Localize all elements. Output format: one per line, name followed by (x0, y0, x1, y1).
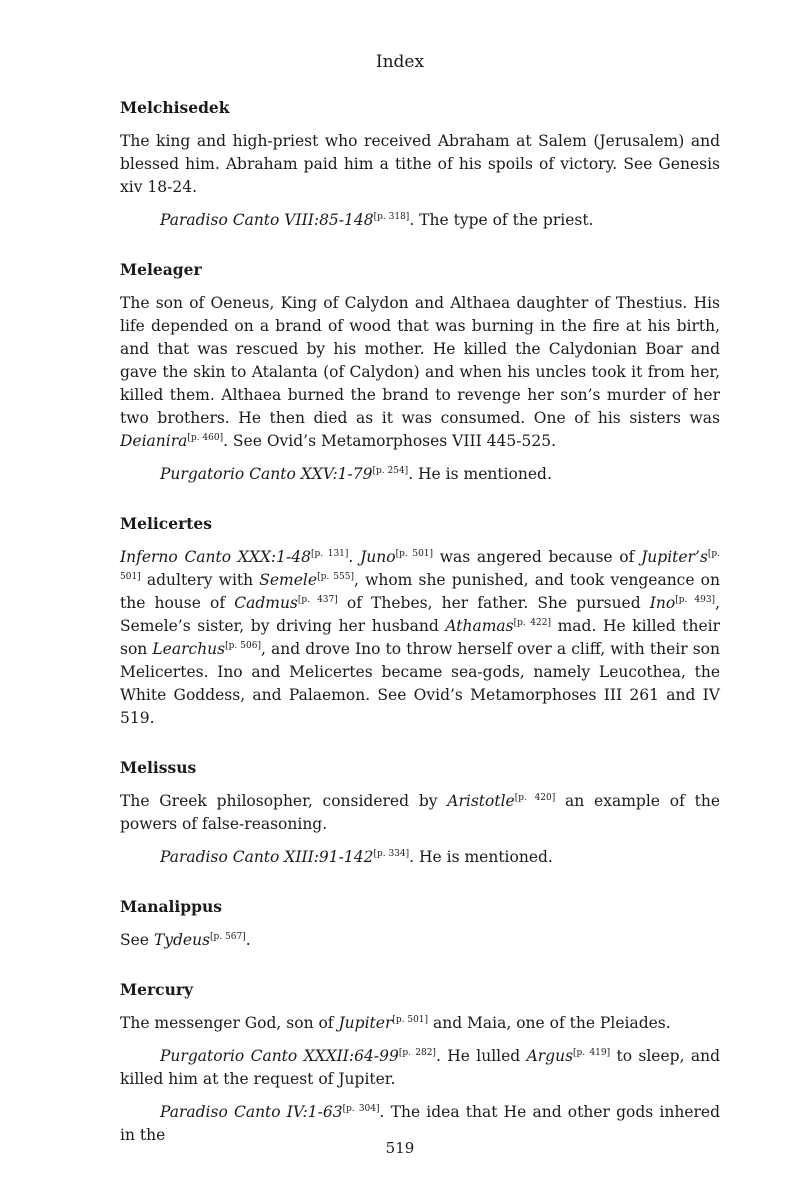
entry-description: See Tydeus[p. 567]. (120, 931, 251, 949)
canto-link[interactable]: Inferno Canto XXX:1-48[p. 131] (120, 548, 349, 566)
cross-ref-link[interactable]: Deianira[p. 460] (120, 432, 224, 450)
entry-description: The Greek philosopher, considered by Aristotle[p. 420] an example of the powers of false-reasoning. (120, 792, 720, 833)
entry-heading: Mercury (120, 980, 194, 999)
cross-ref-link[interactable]: Aristotle[p. 420] (447, 792, 556, 810)
entry-heading: Melissus (120, 758, 197, 777)
entry-description: The messenger God, son of Jupiter[p. 501] and Maia, one of the Pleiades. (120, 1014, 671, 1032)
canto-reference: Purgatorio Canto XXV:1-79[p. 254]. He is mentioned. (160, 465, 552, 483)
canto-link[interactable]: Paradiso Canto XIII:91-142[p. 334] (160, 848, 410, 866)
canto-reference: Purgatorio Canto XXXII:64-99[p. 282]. He lulled Argus[p. 419] to sleep, and killed him at the request of Jupiter. (120, 1047, 720, 1088)
index-content (120, 98, 720, 1175)
entry-description: The son of Oeneus, King of Calydon and Althaea daughter of Thestius. His life depended on a brand of wood that was burning in the fire at his birth, and that was rescued by his mother. He killed the Calydonian Boar and gave the skin to Atalanta (of Calydon) and when his uncles took it from her, killed them. Althaea burned the brand to revenge her son’s murder of her two brothers. He then died as it was consumed. One of his sisters was Deianira[p. 460]. See Ovid’s Metamorphoses VIII 445-525. (120, 294, 720, 450)
cross-ref-link[interactable]: Juno[p. 501] (360, 548, 434, 566)
entry-melchisedek (120, 98, 720, 232)
entry-heading: Manalippus (120, 897, 222, 916)
page-number: 519 (385, 1139, 415, 1157)
cross-ref-link[interactable]: Athamas[p. 422] (445, 617, 551, 635)
running-head: Index (375, 52, 425, 72)
cross-ref-link[interactable]: Ino[p. 493] (649, 594, 716, 612)
entry-heading: Melchisedek (120, 98, 230, 117)
cross-ref-link[interactable]: Cadmus[p. 437] (234, 594, 338, 612)
cross-ref-link[interactable]: Argus[p. 419] (526, 1047, 611, 1065)
cross-ref-link[interactable]: Learchus[p. 506] (152, 640, 261, 658)
cross-ref-link[interactable]: Tydeus[p. 567] (153, 931, 246, 949)
canto-link[interactable]: Purgatorio Canto XXXII:64-99[p. 282] (160, 1047, 436, 1065)
entry-heading: Melicertes (120, 514, 213, 533)
entry-melicertes (120, 514, 720, 730)
canto-reference: Paradiso Canto XIII:91-142[p. 334]. He is mentioned. (160, 848, 553, 866)
cross-ref-link[interactable]: Semele[p. 555] (259, 571, 354, 589)
entry-description: Inferno Canto XXX:1-48[p. 131]. Juno[p. 501] was angered because of Jupiter’s[p. 501] adultery with Semele[p. 555], whom she punished, and took vengeance on the house of Cadmus[p. 437] of Thebes, her father. She pursued Ino[p. 493], Semele’s sister, by driving her husband Athamas[p. 422] mad. He killed their son Learchus[p. 506], and drove Ino to throw herself over a cliff, with their son Melicertes. Ino and Melicertes became sea-gods, namely Leucothea, the White Goddess, and Palaemon. See Ovid’s Metamorphoses III 261 and IV 519. (120, 548, 721, 727)
entry-manalippus (120, 897, 720, 952)
canto-link[interactable]: Purgatorio Canto XXV:1-79[p. 254] (160, 465, 409, 483)
entry-heading: Meleager (120, 260, 202, 279)
cross-ref-link[interactable]: Jupiter’s[p. 501] (120, 548, 720, 582)
cross-ref-link[interactable]: Jupiter[p. 501] (338, 1014, 429, 1032)
canto-reference: Paradiso Canto IV:1-63[p. 304]. The idea that He and other gods inhered in the (120, 1103, 720, 1144)
canto-link[interactable]: Paradiso Canto VIII:85-148[p. 318] (160, 211, 410, 229)
entry-meleager (120, 260, 720, 486)
canto-reference: Paradiso Canto VIII:85-148[p. 318]. The type of the priest. (160, 211, 594, 229)
entry-melissus (120, 758, 720, 869)
canto-link[interactable]: Paradiso Canto IV:1-63[p. 304] (160, 1103, 380, 1121)
entry-mercury (120, 980, 720, 1147)
entry-description: The king and high-priest who received Abraham at Salem (Jerusalem) and blessed him. Abraham paid him a tithe of his spoils of victory. See Genesis xiv 18-24. (120, 132, 720, 196)
